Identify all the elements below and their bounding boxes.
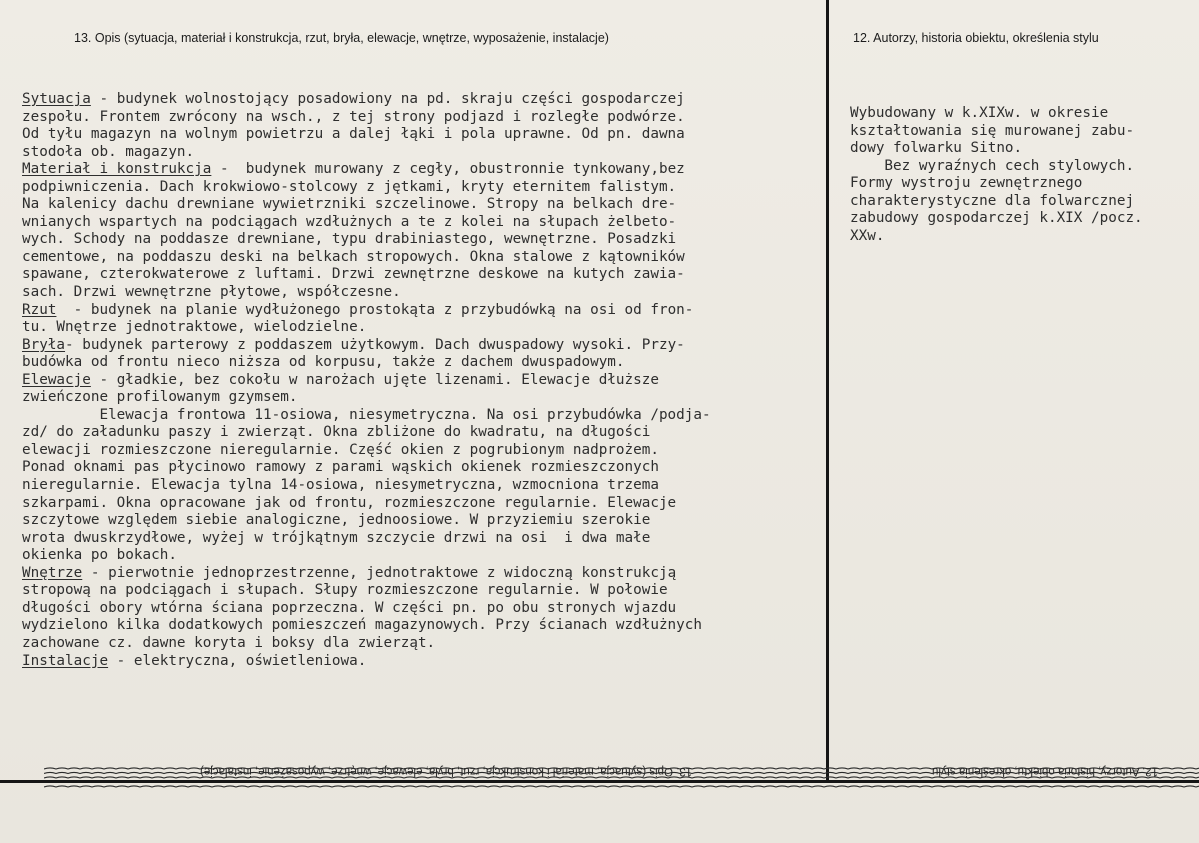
description-line bbox=[22, 653, 711, 671]
history-text bbox=[850, 105, 1143, 245]
description-line bbox=[22, 179, 711, 197]
description-line bbox=[22, 109, 711, 127]
description-line bbox=[22, 319, 711, 337]
description-line bbox=[22, 512, 711, 530]
footer-section-12-mirrored: 12. Autorzy, historia obiektu, określenia stylu bbox=[932, 765, 1159, 777]
line-text: wnianych wspartych na podciągach wzdłużnych a te z kolei na słupach żelbeto- bbox=[22, 213, 677, 230]
line-text: Elewacja frontowa 11-osiowa, niesymetryczna. Na osi przybudówka /podja- bbox=[22, 406, 711, 423]
history-line: Formy wystroju zewnętrznego bbox=[850, 175, 1083, 192]
description-line bbox=[22, 214, 711, 232]
line-text: zwieńczone profilowanym gzymsem. bbox=[22, 389, 298, 406]
line-text: zd/ do załadunku paszy i zwierząt. Okna zbliżone do kwadratu, na długości bbox=[22, 424, 651, 441]
history-line: XXw. bbox=[850, 227, 885, 244]
line-text: wydzielono kilka dodatkowych pomieszczeń magazynowych. Przy ścianach wzdłużnych bbox=[22, 617, 702, 634]
description-line bbox=[22, 565, 711, 583]
line-text: stropową na podciągach i słupach. Słupy rozmieszczone regularnie. W połowie bbox=[22, 582, 668, 599]
line-text: wych. Schody na poddasze drewniane, typu drabiniastego, wewnętrzne. Posadzki bbox=[22, 231, 677, 248]
line-text: - budynek parterowy z poddaszem użytkowym. Dach dwuspadowy wysoki. Przy- bbox=[65, 336, 685, 353]
history-line: Bez wyraźnych cech stylowych. bbox=[850, 157, 1135, 174]
description-text bbox=[22, 91, 711, 670]
line-text: - gładkie, bez cokołu w narożach ujęte lizenami. Elewacje dłuższe bbox=[90, 371, 659, 388]
line-text: Ponad oknami pas płycinowo ramowy z parami wąskich okienek rozmieszczonych bbox=[22, 459, 659, 476]
description-line bbox=[22, 196, 711, 214]
section-13-header: 13. Opis (sytuacja, materiał i konstrukcja, rzut, bryła, elewacje, wnętrze, wyposażenie, instalacje) bbox=[74, 31, 609, 45]
line-text: - budynek wolnostojący posadowiony na pd. skraju części gospodarczej bbox=[90, 91, 685, 107]
wavy-line bbox=[44, 786, 1199, 787]
line-text: cementowe, na poddaszu deski na belkach stropowych. Okna stalowe z kątowników bbox=[22, 248, 685, 265]
line-text: szczytowe względem siebie analogiczne, jednoosiowe. W przyziemiu szerokie bbox=[22, 512, 651, 529]
description-line bbox=[22, 144, 711, 162]
section-12-header: 12. Autorzy, historia obiektu, określenia stylu bbox=[853, 31, 1099, 45]
history-line: Wybudowany w k.XIXw. w okresie bbox=[850, 105, 1109, 121]
line-text: Od tyłu magazyn na wolnym powietrzu a dalej łąki i pola uprawne. Od pn. dawna bbox=[22, 126, 685, 143]
description-line bbox=[22, 372, 711, 390]
footer-section-13-mirrored: 13. Opis (sytuacja, materiał i konstrukcja, rzut, bryła, elewacje, wnętrze, wyposażenie, instalacje) bbox=[200, 765, 693, 777]
description-line bbox=[22, 284, 711, 302]
line-text: okienka po bokach. bbox=[22, 547, 177, 564]
footer-divider bbox=[0, 780, 1199, 783]
line-text: stodoła ob. magazyn. bbox=[22, 143, 195, 160]
description-line bbox=[22, 424, 711, 442]
section-label: Sytuacja bbox=[22, 91, 91, 107]
line-text: długości obory wtórna ściana poprzeczna. W części pn. po obu stronych wjazdu bbox=[22, 599, 677, 616]
description-line bbox=[22, 126, 711, 144]
description-line bbox=[22, 547, 711, 565]
section-label: Wnętrze bbox=[22, 564, 83, 581]
column-divider bbox=[826, 0, 829, 782]
description-line bbox=[22, 442, 711, 460]
description-line bbox=[22, 495, 711, 513]
description-line bbox=[22, 407, 711, 425]
description-line bbox=[22, 459, 711, 477]
description-line bbox=[22, 302, 711, 320]
section-label: Rzut bbox=[22, 301, 57, 318]
description-line bbox=[22, 635, 711, 653]
line-text: - elektryczna, oświetleniowa. bbox=[108, 652, 367, 669]
description-line bbox=[22, 477, 711, 495]
line-text: elewacji rozmieszczone nieregularnie. Część okien z pogrubionym nadprożem. bbox=[22, 441, 659, 458]
description-line bbox=[22, 231, 711, 249]
description-line bbox=[22, 249, 711, 267]
line-text: podpiwniczenia. Dach krokwiowo-stolcowy z jętkami, kryty eternitem falistym. bbox=[22, 178, 677, 195]
history-line: kształtowania się murowanej zabu- bbox=[850, 122, 1135, 139]
line-text: nieregularnie. Elewacja tylna 14-osiowa, niesymetryczna, wzmocniona trzema bbox=[22, 477, 659, 494]
line-text: wrota dwuskrzydłowe, wyżej w trójkątnym szczycie drzwi na osi i dwa małe bbox=[22, 529, 651, 546]
description-line bbox=[22, 530, 711, 548]
description-line bbox=[22, 600, 711, 618]
history-line: charakterystyczne dla folwarcznej bbox=[850, 192, 1135, 209]
section-label: Materiał i konstrukcja bbox=[22, 161, 212, 178]
line-text: - budynek murowany z cegły, obustronnie tynkowany,bez bbox=[211, 161, 685, 178]
line-text: zespołu. Frontem zwrócony na wsch., z tej strony podjazd i rozległe podwórze. bbox=[22, 108, 685, 125]
line-text: szkarpami. Okna opracowane jak od frontu, rozmieszczone regularnie. Elewacje bbox=[22, 494, 677, 511]
line-text: - pierwotnie jednoprzestrzenne, jednotraktowe z widoczną konstrukcją bbox=[82, 564, 677, 581]
description-line bbox=[22, 389, 711, 407]
line-text: tu. Wnętrze jednotraktowe, wielodzielne. bbox=[22, 319, 367, 336]
line-text: budówka od frontu nieco niższa od korpusu, także z dachem dwuspadowym. bbox=[22, 354, 625, 371]
section-label: Bryła bbox=[22, 336, 66, 353]
line-text: sach. Drzwi wewnętrzne płytowe, współczesne. bbox=[22, 284, 401, 301]
description-line bbox=[22, 161, 711, 179]
line-text: Na kalenicy dachu drewniane wywietrzniki szczelinowe. Stropy na belkach dre- bbox=[22, 196, 677, 213]
section-label: Elewacje bbox=[22, 371, 91, 388]
description-line bbox=[22, 337, 711, 355]
line-text: spawane, czterokwaterowe z luftami. Drzwi zewnętrzne deskowe na kutych zawia- bbox=[22, 266, 685, 283]
wavy-line bbox=[44, 777, 1199, 778]
line-text: - budynek na planie wydłużonego prostokąta z przybudówką na osi od fron- bbox=[56, 301, 694, 318]
description-line bbox=[22, 266, 711, 284]
line-text: zachowane cz. dawne koryta i boksy dla zwierząt. bbox=[22, 634, 436, 651]
description-line bbox=[22, 354, 711, 372]
history-line: zabudowy gospodarczej k.XIX /pocz. bbox=[850, 210, 1143, 227]
section-label: Instalacje bbox=[22, 652, 109, 669]
description-line bbox=[22, 91, 711, 109]
description-line bbox=[22, 582, 711, 600]
description-line bbox=[22, 617, 711, 635]
history-line: dowy folwarku Sitno. bbox=[850, 140, 1023, 157]
